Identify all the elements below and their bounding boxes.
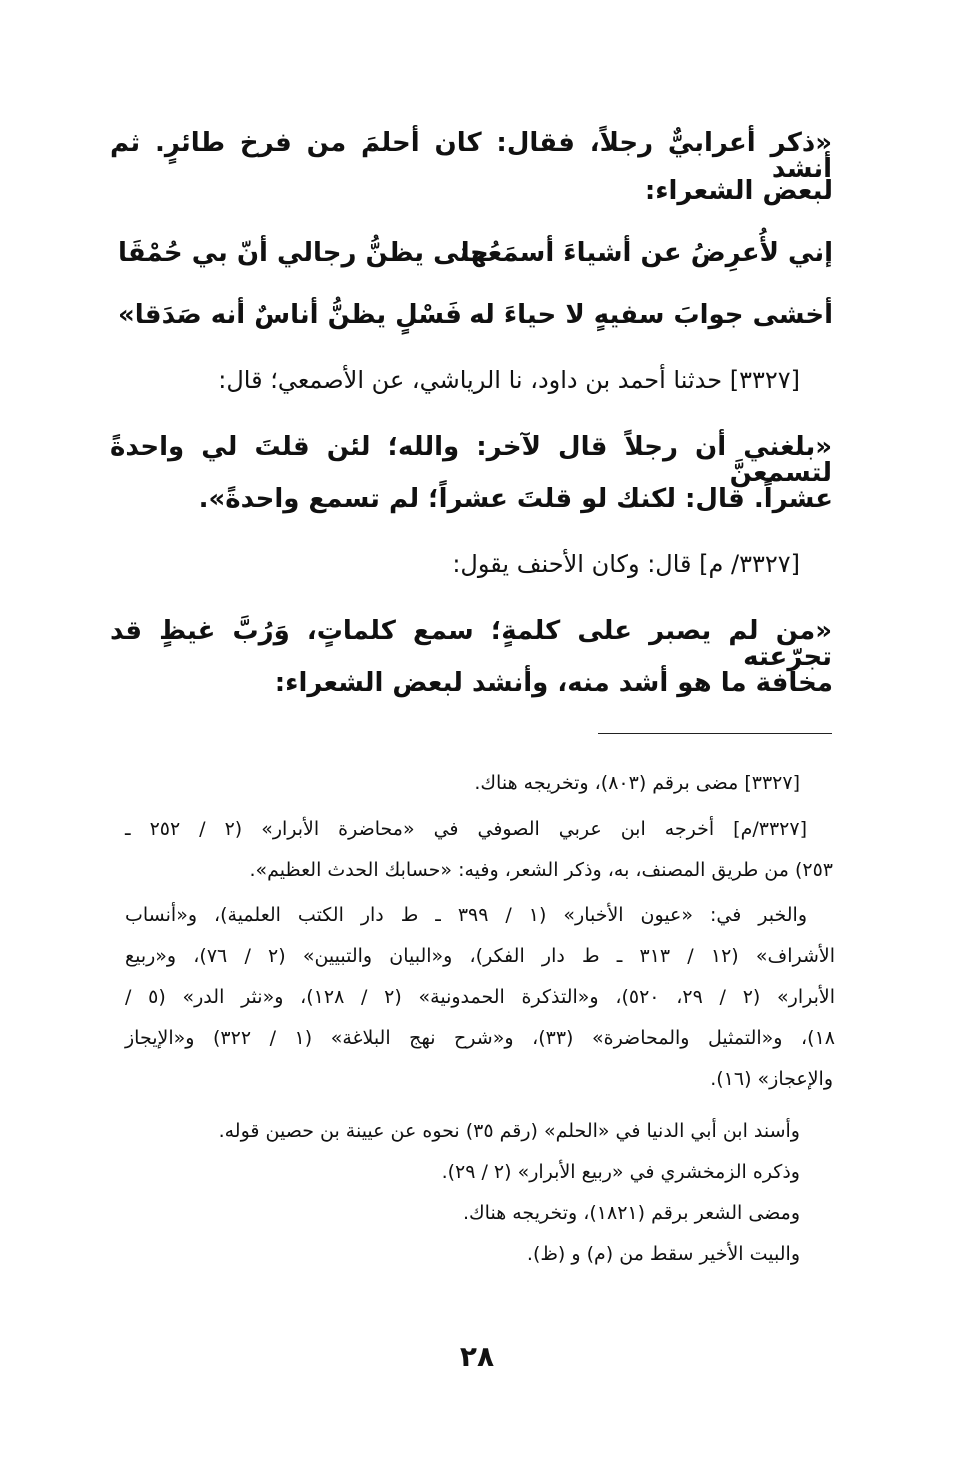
hadith-header: [٣٣٢٧/ م] قال: وكان الأحنف يقول:	[452, 550, 800, 578]
paragraph-line: عشراً. قال: لكنك لو قلتَ عشراً؛ لم تسمع واحدةً».	[198, 484, 833, 514]
footnote-line: والإعجاز» (١٦).	[710, 1068, 833, 1090]
paragraph-line: «من لم يصبر على كلمةٍ؛ سمع كلماتٍ، وَرُبَّ غيظٍ قد تجرّعته	[110, 616, 832, 672]
footnote-line: الأشراف» (١٢ / ٣١٣ ـ ط دار الفكر)، و«البيان والتبيين» (٢ / ٧٦)، و«ربيع	[125, 945, 836, 967]
hadith-header: [٣٣٢٧] حدثنا أحمد بن داود، نا الرياشي، عن الأصمعي؛ قال:	[218, 366, 800, 394]
footnote-line: الأبرار» (٢ / ٢٩، ٥٢٠)، و«التذكرة الحمدونية» (٢ / ١٢٨)، و«نثر الدر» (٥ /	[125, 986, 836, 1008]
verse-hemistich-first: أخشى جوابَ سفيهٍ لا حياءَ له	[469, 300, 833, 330]
footnote-line: وذكره الزمخشري في «ربيع الأبرار» (٢ / ٢٩).	[441, 1161, 800, 1183]
footnote-line: وأسند ابن أبي الدنيا في «الحلم» (رقم ٣٥) نحوه عن عيينة بن حصين قوله.	[218, 1120, 800, 1142]
footnote-line: ومضى الشعر برقم (١٨٢١)، وتخريجه هناك.	[462, 1202, 800, 1224]
footnote-line: [٣٣٢٧/م] أخرجه ابن عربي الصوفي في «محاضرة الأبرار» (٢ / ٢٥٢ ـ	[125, 818, 807, 840]
verse-hemistich-first: إني لأُعرِضُ عن أشياءَ أسمَعُها	[460, 238, 833, 268]
paragraph-line: لبعض الشعراء:	[644, 176, 833, 206]
verse-hemistich-second: فَسْلٍ يظنُّ أناسٌ أنه صَدَقا»	[118, 300, 462, 330]
footnote-line: والخبر في: «عيون الأخبار» (١ / ٣٩٩ ـ ط دار الكتب العلمية)، و«أنساب	[125, 904, 808, 926]
footnote-line: والبيت الأخير سقط من (م) و (ظ).	[526, 1243, 800, 1265]
paragraph-line: «بلغني أن رجلاً قال لآخر: والله؛ لئن قلتَ لي واحدةً لتسمعنَّ	[110, 432, 832, 488]
footnote-line: ١٨)، و«التمثيل والمحاضرة» (٣٣)، و«شرح نهج البلاغة» (١ / ٣٢٢) و«الإيجاز	[125, 1027, 835, 1049]
verse-hemistich-second: حتى يظنُّ رجالي أنّ بي حُمْقَا	[118, 238, 489, 268]
footnote-line: ٢٥٣) من طريق المصنف، به، وذكر الشعر، وفيه: «حسابك الحدث العظيم».	[249, 859, 833, 881]
paragraph-line: «ذكر أعرابيٌّ رجلاً، فقال: كان أحلمَ من فرخ طائرٍ. ثم أنشد	[110, 128, 832, 184]
footnote-line: [٣٣٢٧] مضى برقم (٨٠٣)، وتخريجه هناك.	[474, 772, 800, 794]
paragraph-line: مخافة ما هو أشد منه، وأنشد لبعض الشعراء:	[274, 668, 833, 698]
footnote-separator	[598, 733, 832, 734]
page-number: ٢٨	[459, 1340, 495, 1373]
